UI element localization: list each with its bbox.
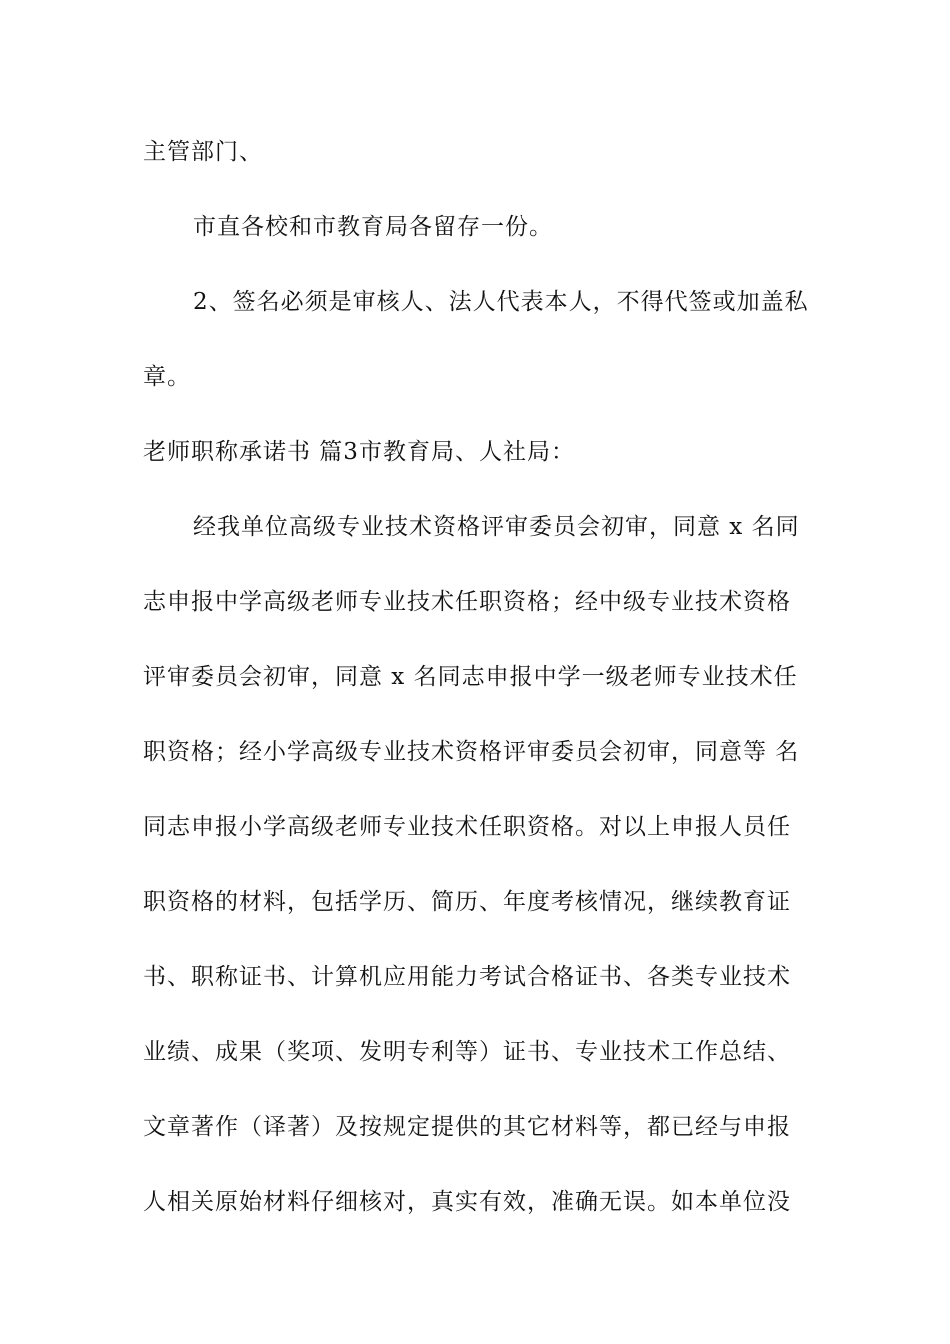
text-line: 志申报中学高级老师专业技术任职资格；经中级专业技术资格 (143, 589, 791, 615)
text-line: 书、职称证书、计算机应用能力考试合格证书、各类专业技术 (143, 964, 791, 990)
text-line: 人相关原始材料仔细核对，真实有效，准确无误。如本单位没 (143, 1189, 791, 1215)
text-line: 章。 (143, 364, 191, 390)
section-heading: 老师职称承诺书 篇3市教育局、人社局： (143, 439, 575, 465)
text-line: 职资格的材料，包括学历、简历、年度考核情况，继续教育证 (143, 889, 791, 915)
text-line: 主管部门、 (143, 139, 263, 165)
text-line: 2、签名必须是审核人、法人代表本人，不得代签或加盖私 (193, 289, 809, 315)
text-line: 同志申报小学高级老师专业技术任职资格。对以上申报人员任 (143, 814, 791, 840)
text-line: 业绩、成果（奖项、发明专利等）证书、专业技术工作总结、 (143, 1039, 791, 1065)
text-line: 文章著作（译著）及按规定提供的其它材料等，都已经与申报 (143, 1114, 791, 1140)
text-line: 市直各校和市教育局各留存一份。 (193, 214, 553, 240)
text-line: 职资格；经小学高级专业技术资格评审委员会初审，同意等 名 (143, 739, 800, 765)
text-line: 评审委员会初审，同意 x 名同志申报中学一级老师专业技术任 (143, 664, 798, 690)
text-line: 经我单位高级专业技术资格评审委员会初审，同意 x 名同 (193, 514, 800, 540)
